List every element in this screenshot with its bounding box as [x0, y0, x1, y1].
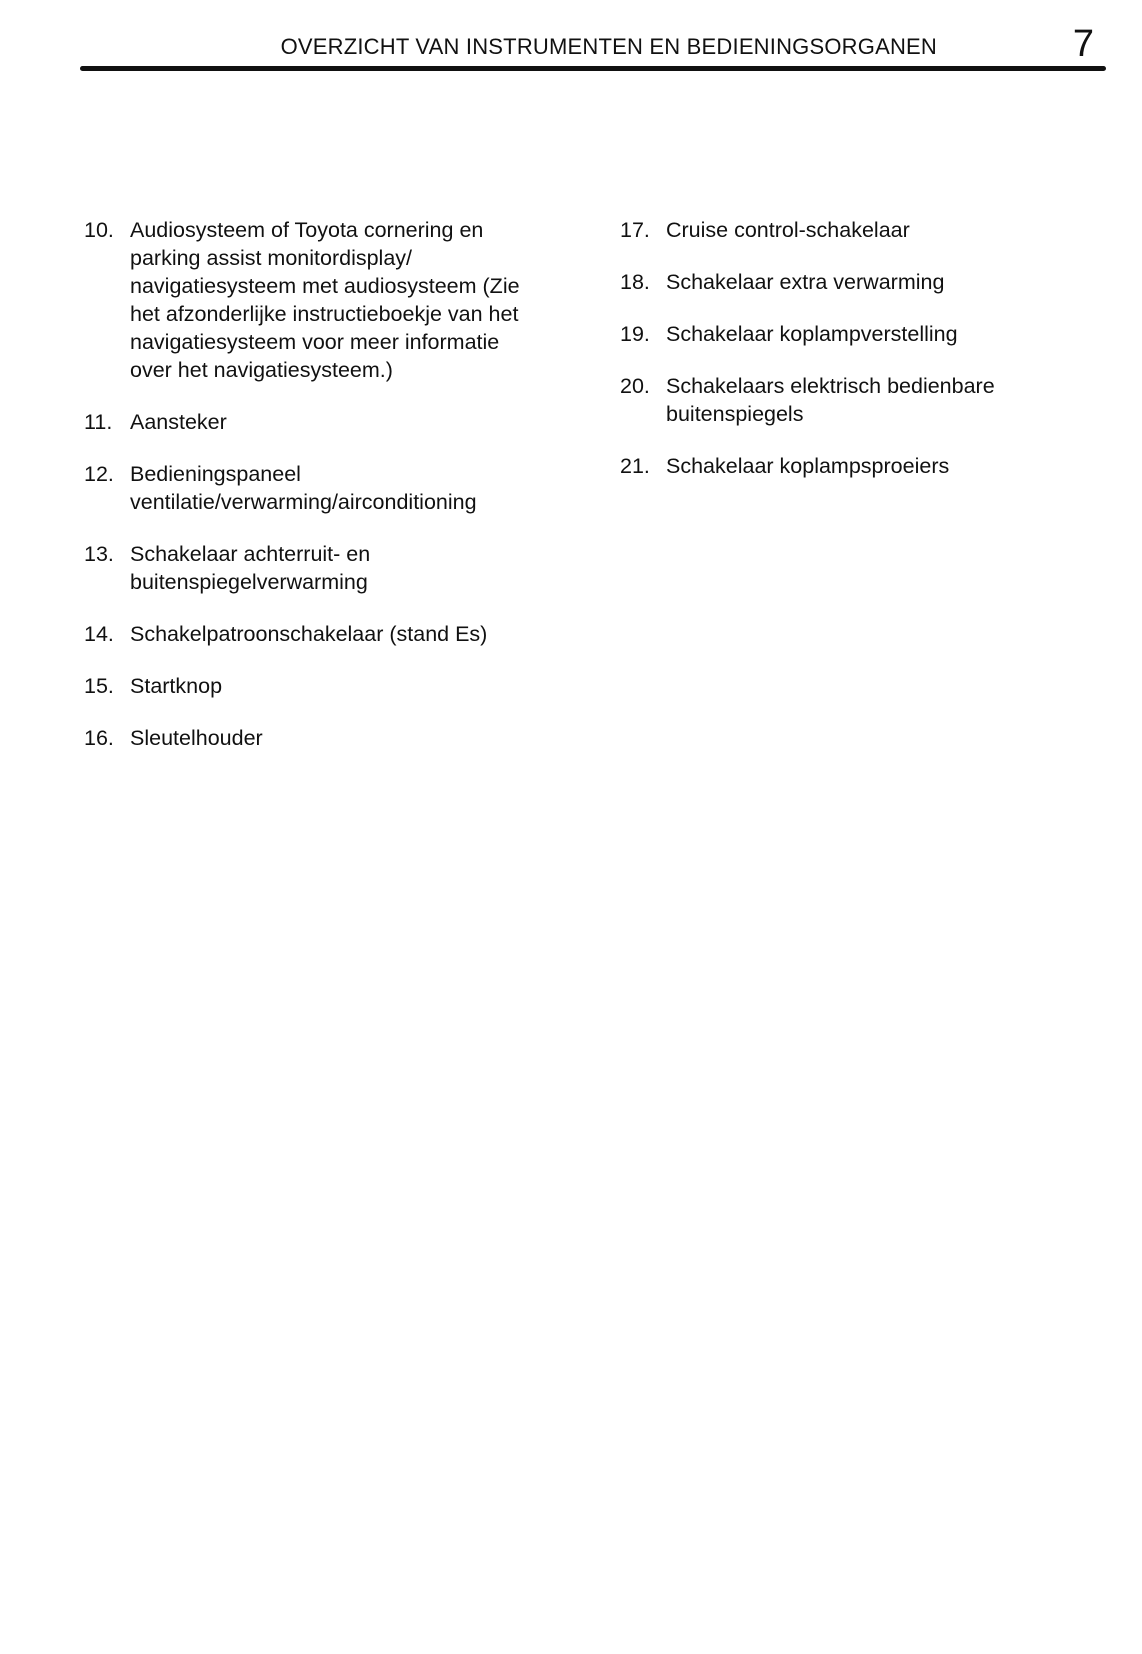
item-line: Startknop: [130, 674, 223, 698]
list-item: [620, 320, 1100, 348]
header-divider: [80, 66, 1106, 71]
item-line: Aansteker: [130, 410, 227, 434]
item-line: parking assist monitordisplay/: [130, 246, 413, 270]
item-text: [666, 320, 1100, 348]
item-line: navigatiesysteem met audiosysteem (Zie: [130, 274, 520, 298]
list-item: [84, 460, 564, 516]
list-item: [84, 672, 564, 700]
item-number: 18.: [620, 270, 650, 294]
item-number: 20.: [620, 374, 650, 398]
item-line: Schakelpatroonschakelaar (stand Es): [130, 622, 488, 646]
list-item: [84, 540, 564, 596]
item-text: [130, 460, 564, 516]
item-line: buitenspiegelverwarming: [130, 570, 368, 594]
list-item: [84, 216, 564, 384]
item-number: 16.: [84, 726, 114, 750]
item-number: 15.: [84, 674, 114, 698]
list-item: [84, 408, 564, 436]
item-line: navigatiesysteem voor meer informatie: [130, 330, 500, 354]
item-line: het afzonderlijke instructieboekje van het: [130, 302, 519, 326]
item-number: 14.: [84, 622, 114, 646]
item-line: Cruise control-schakelaar: [666, 218, 910, 242]
item-text: [666, 268, 1100, 296]
item-text: [666, 452, 1100, 480]
legend-list-left: [84, 216, 564, 776]
page-number: 7: [1072, 23, 1094, 65]
item-number: 17.: [620, 218, 650, 242]
item-line: over het navigatiesysteem.): [130, 358, 393, 382]
item-text: [130, 216, 564, 384]
item-line: Schakelaars elektrisch bedienbare: [666, 374, 995, 398]
item-line: Schakelaar koplampsproeiers: [666, 454, 950, 478]
list-item: [620, 372, 1100, 428]
item-number: 19.: [620, 322, 650, 346]
item-text: [130, 408, 564, 436]
item-text: [666, 372, 1100, 428]
item-number: 13.: [84, 542, 114, 566]
item-line: ventilatie/verwarming/airconditioning: [130, 490, 477, 514]
list-item: [620, 268, 1100, 296]
legend-list-right: [620, 216, 1100, 504]
item-number: 21.: [620, 454, 650, 478]
item-line: Schakelaar achterruit- en: [130, 542, 371, 566]
item-line: Schakelaar extra verwarming: [666, 270, 945, 294]
item-text: [130, 724, 564, 752]
item-text: [130, 620, 564, 648]
item-line: Bedieningspaneel: [130, 462, 301, 486]
item-line: Audiosysteem of Toyota cornering en: [130, 218, 484, 242]
list-item: [84, 620, 564, 648]
item-number: 12.: [84, 462, 114, 486]
page-title: OVERZICHT VAN INSTRUMENTEN EN BEDIENINGSORGANEN: [280, 34, 937, 59]
item-text: [130, 540, 564, 596]
list-item: [620, 452, 1100, 480]
item-line: buitenspiegels: [666, 402, 804, 426]
list-item: [84, 724, 564, 752]
item-line: Sleutelhouder: [130, 726, 263, 750]
item-number: 10.: [84, 218, 114, 242]
item-text: [666, 216, 1100, 244]
item-number: 11.: [84, 410, 113, 434]
item-text: [130, 672, 564, 700]
item-line: Schakelaar koplampverstelling: [666, 322, 958, 346]
list-item: [620, 216, 1100, 244]
